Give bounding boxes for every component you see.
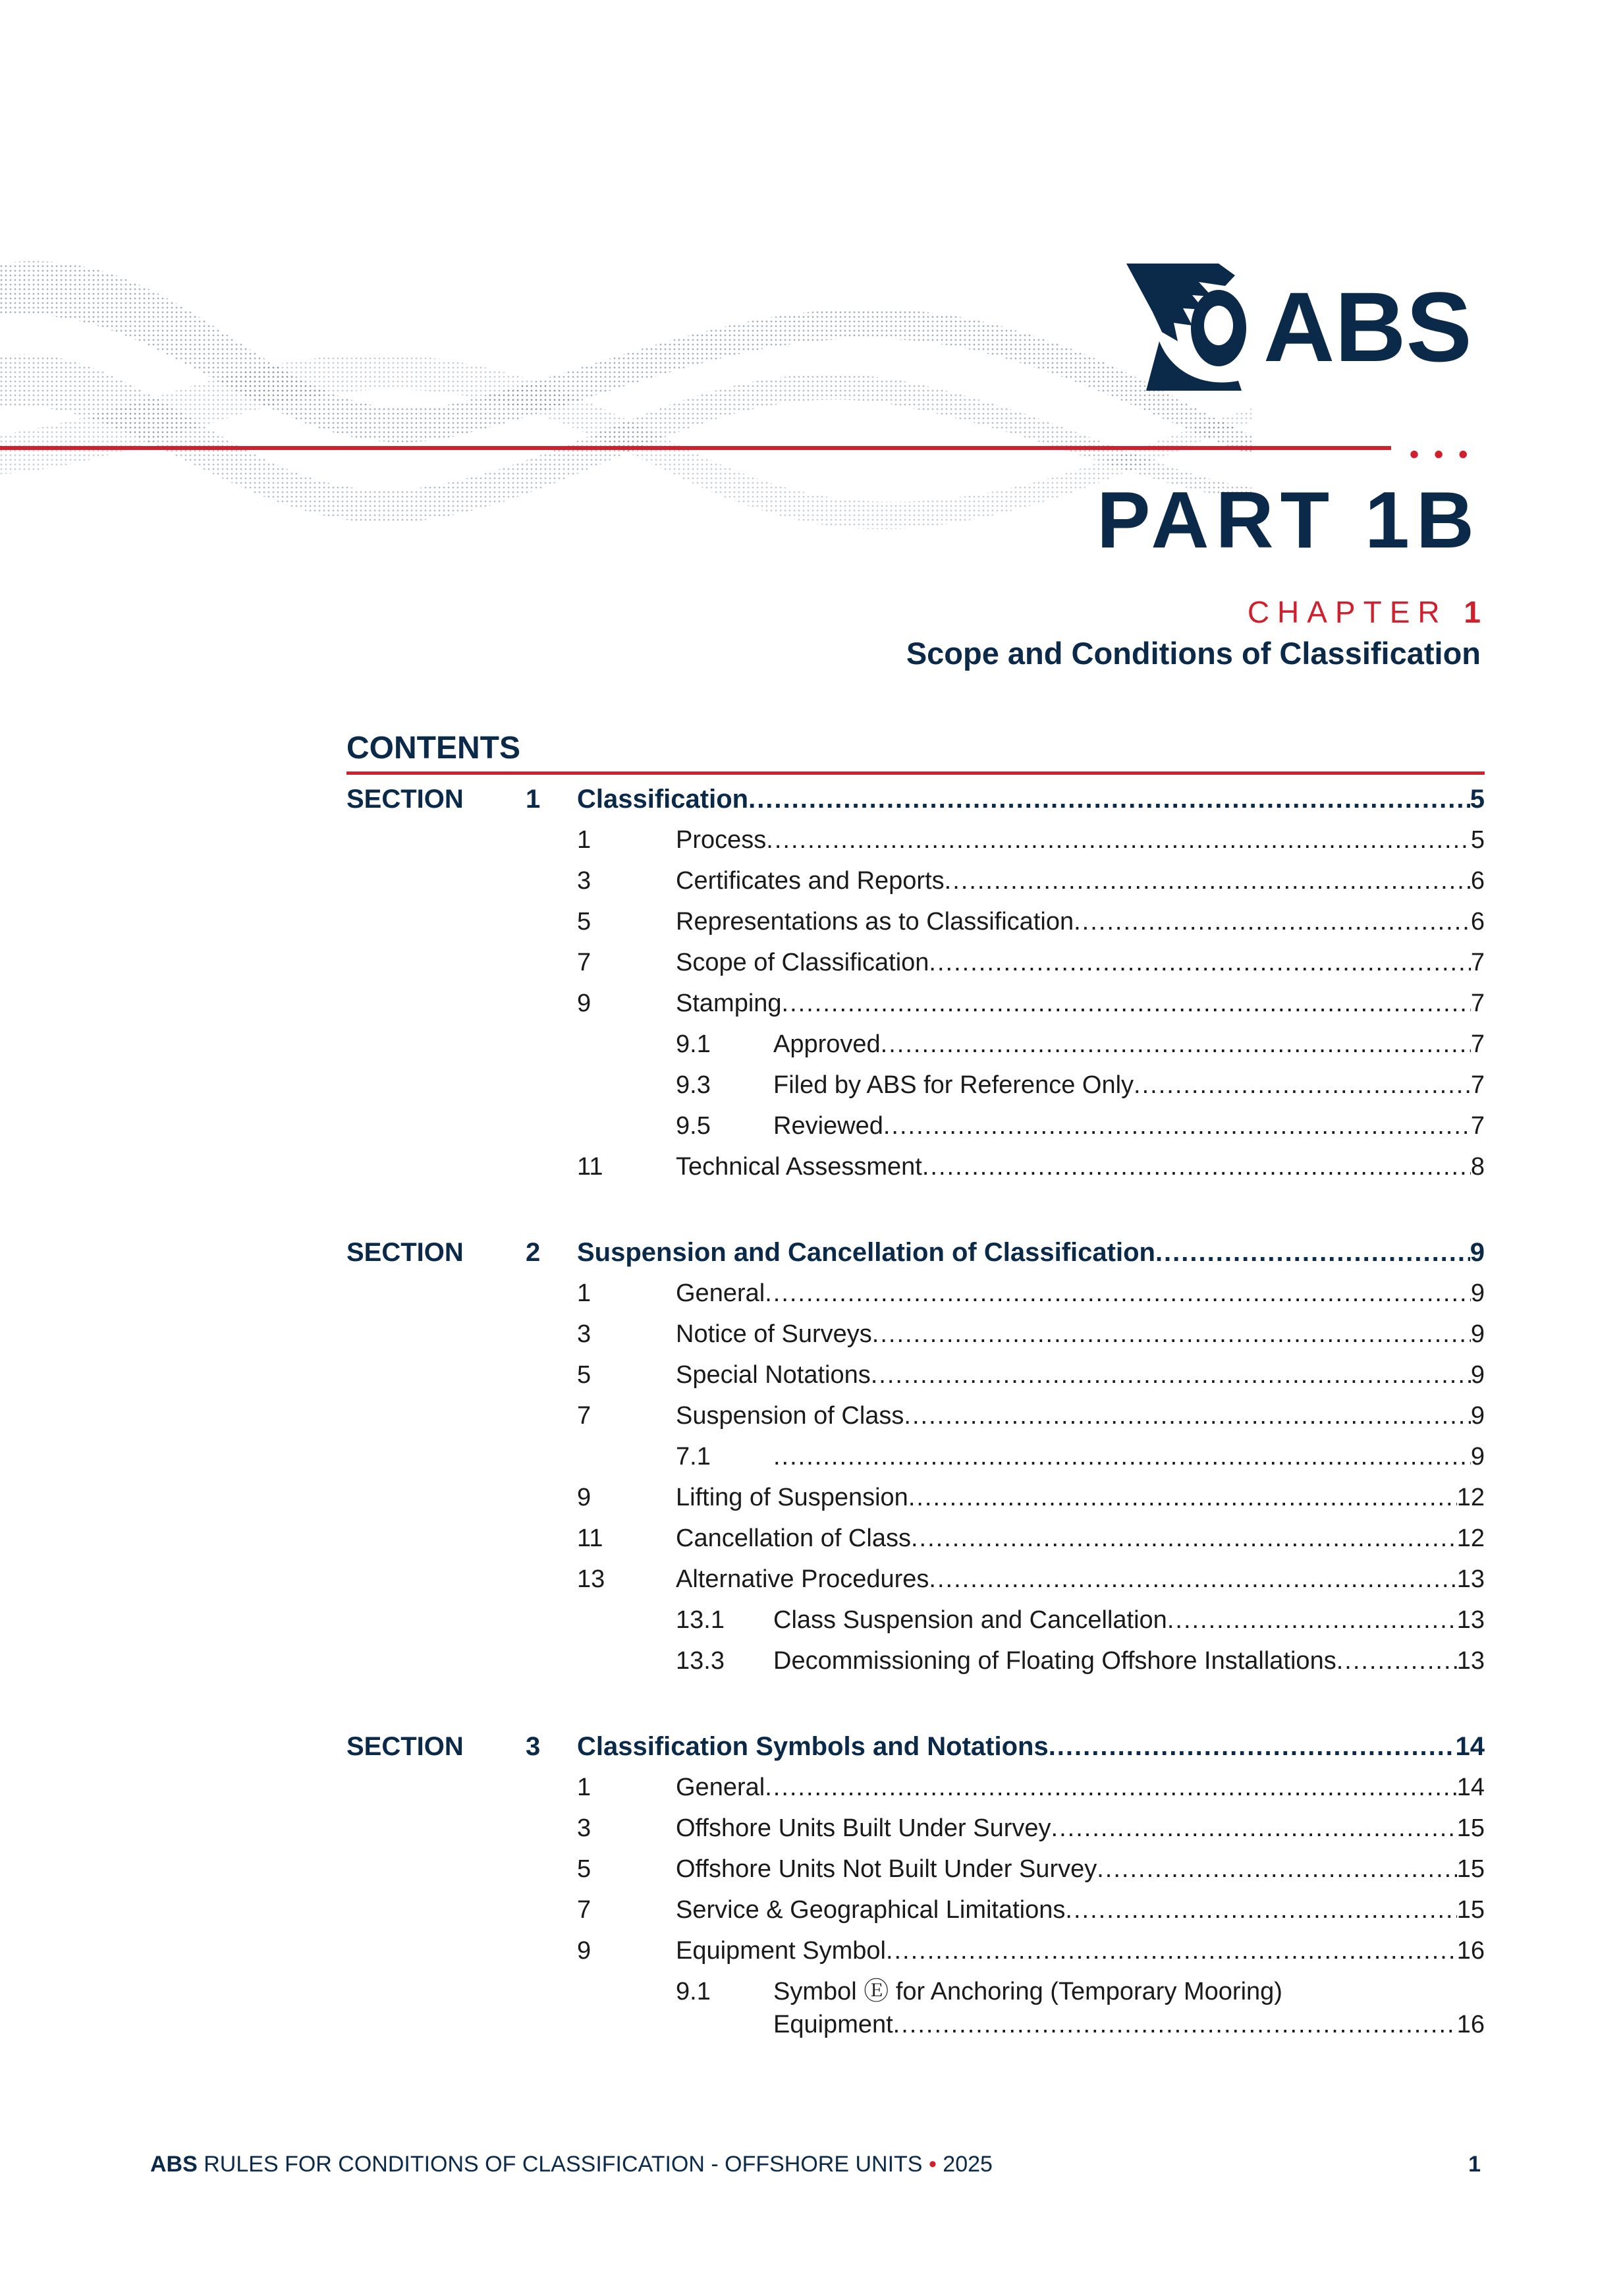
footer-text: RULES FOR CONDITIONS OF CLASSIFICATION - OFFSHORE UNITS	[204, 2152, 923, 2177]
toc-entry-title: Class Suspension and Cancellation	[773, 1606, 1167, 1634]
item-number: 11	[577, 1153, 603, 1181]
toc-entry-link[interactable]	[676, 1146, 1485, 1187]
dot-leader	[782, 983, 1471, 1024]
dot-leader	[922, 1146, 1471, 1187]
dot-leader	[929, 1559, 1456, 1600]
decorative-wave-graphic	[0, 237, 1252, 606]
toc-subitem-row	[346, 1640, 1485, 1681]
item-number: 5	[577, 1855, 591, 1883]
toc-entry-link[interactable]	[676, 1808, 1485, 1849]
dot-leader	[886, 1930, 1457, 1971]
toc-item-row	[346, 1355, 1485, 1395]
dot-leader	[872, 1314, 1471, 1355]
toc-entry-title: Offshore Units Built Under Survey	[676, 1814, 1051, 1842]
dot-leader	[929, 942, 1470, 983]
item-number: 1	[577, 826, 591, 854]
toc-entry-link[interactable]	[773, 2004, 1485, 2045]
toc-entry-title: Cancellation of Class	[676, 1525, 911, 1552]
toc-page-number: 5	[1470, 785, 1485, 814]
toc-page-number: 7	[1470, 1112, 1485, 1140]
chapter-label	[1248, 597, 1481, 627]
header-red-rule	[0, 446, 1391, 450]
section-number: 3	[526, 1732, 541, 1761]
toc-subitem-row	[346, 1065, 1485, 1106]
toc-entry-link[interactable]	[676, 901, 1485, 942]
section-label: SECTION	[346, 785, 464, 814]
table-of-contents	[346, 779, 1485, 2090]
toc-entry-title: Suspension and Cancellation of Classification	[577, 1238, 1155, 1267]
toc-entry-link[interactable]	[676, 1355, 1485, 1395]
toc-page-number: 15	[1456, 1896, 1485, 1924]
toc-entry-title: Equipment Symbol	[676, 1937, 886, 1965]
toc-entry-link[interactable]	[676, 1559, 1485, 1600]
item-number: 11	[577, 1525, 603, 1552]
toc-item-row	[346, 1559, 1485, 1600]
toc-entry-title: Representations as to Classification	[676, 908, 1074, 936]
toc-subitem-row	[346, 1106, 1485, 1146]
item-number: 9	[577, 990, 591, 1017]
toc-entry-link[interactable]	[773, 1640, 1485, 1681]
page-footer	[150, 2152, 1481, 2177]
toc-entry-title: Certificates and Reports	[676, 867, 945, 895]
subitem-number: 9.5	[676, 1112, 711, 1140]
red-dots-ornament: • • •	[1410, 440, 1472, 469]
toc-entry-title: Equipment	[773, 2011, 893, 2038]
toc-item-row	[346, 1395, 1485, 1436]
toc-entry-title-line1: Symbol Ⓔ for Anchoring (Temporary Mooring)	[773, 1978, 1282, 2005]
toc-entry-title: Alternative Procedures	[676, 1565, 929, 1593]
toc-entry-title: Scope of Classification	[676, 949, 929, 976]
toc-page-number: 5	[1470, 826, 1485, 854]
toc-item-row	[346, 1849, 1485, 1890]
item-number: 3	[577, 1814, 591, 1842]
toc-entry-link[interactable]	[773, 1024, 1485, 1065]
item-number: 9	[577, 1937, 591, 1965]
toc-page-number: 9	[1470, 1279, 1485, 1307]
toc-entry-link[interactable]	[676, 1890, 1485, 1930]
item-number: 5	[577, 1361, 591, 1389]
subitem-number: 7.1	[676, 1443, 711, 1470]
toc-entry-title: Decommissioning of Floating Offshore Installations	[773, 1647, 1336, 1675]
dot-leader	[765, 1767, 1457, 1808]
toc-page-number: 12	[1456, 1525, 1485, 1552]
toc-entry-link[interactable]	[773, 1106, 1485, 1146]
toc-page-number: 16	[1456, 2011, 1485, 2038]
toc-entry-title: Suspension of Class	[676, 1402, 904, 1430]
dot-leader	[1074, 901, 1471, 942]
dot-leader	[881, 1024, 1471, 1065]
toc-entry-title: Special Notations	[676, 1361, 871, 1389]
toc-page-number: 12	[1456, 1484, 1485, 1511]
toc-subitem-row	[346, 1024, 1485, 1065]
toc-page-number: 6	[1470, 908, 1485, 936]
toc-entry-link[interactable]	[676, 1849, 1485, 1890]
toc-item-row	[346, 942, 1485, 983]
toc-page-number: 9	[1470, 1320, 1485, 1348]
section-label: SECTION	[346, 1732, 464, 1761]
dot-leader	[883, 1106, 1471, 1146]
chapter-number: 1	[1464, 595, 1481, 629]
dot-leader	[945, 860, 1471, 901]
toc-entry-link[interactable]	[676, 1314, 1485, 1355]
toc-page-number: 14	[1456, 1774, 1485, 1801]
dot-leader	[1167, 1600, 1457, 1640]
abs-eagle-logo	[1120, 262, 1475, 394]
toc-page-number: 16	[1456, 1937, 1485, 1965]
item-number: 7	[577, 949, 591, 976]
toc-item-row	[346, 983, 1485, 1024]
item-number: 5	[577, 908, 591, 936]
toc-entry-title: Process	[676, 826, 767, 854]
toc-subitem-row	[346, 1600, 1485, 1640]
toc-section	[346, 779, 1485, 1187]
toc-entry-link[interactable]	[676, 1273, 1485, 1314]
toc-page-number: 8	[1470, 1153, 1485, 1181]
part-title: PART 1B	[1097, 475, 1481, 565]
dot-leader	[1097, 1849, 1456, 1890]
toc-entry-link[interactable]	[773, 1436, 1485, 1477]
toc-section-row	[346, 1726, 1485, 1767]
toc-page-number: 9	[1470, 1402, 1485, 1430]
toc-item-row	[346, 1518, 1485, 1559]
item-number: 9	[577, 1484, 591, 1511]
toc-item-row	[346, 1767, 1485, 1808]
toc-item-row	[346, 820, 1485, 860]
dot-leader	[904, 1395, 1470, 1436]
toc-item-row	[346, 1808, 1485, 1849]
toc-entry-link[interactable]	[676, 942, 1485, 983]
footer-brand: ABS	[150, 2152, 198, 2177]
toc-entry-title: Stamping	[676, 990, 782, 1017]
toc-entry-link[interactable]	[773, 1600, 1485, 1640]
footer-page-number: 1	[1468, 2152, 1481, 2177]
toc-page-number: 7	[1470, 1030, 1485, 1058]
toc-entry-link[interactable]	[676, 1930, 1485, 1971]
dot-leader	[773, 1436, 1471, 1477]
dot-leader	[1065, 1890, 1456, 1930]
toc-page-number: 7	[1470, 990, 1485, 1017]
toc-entry-link[interactable]	[577, 1726, 1485, 1767]
dot-leader	[1134, 1065, 1471, 1106]
dot-leader	[765, 1273, 1471, 1314]
subitem-number: 13.3	[676, 1647, 725, 1675]
chapter-word: CHAPTER	[1247, 595, 1448, 629]
dot-leader	[893, 2004, 1457, 2045]
dot-leader	[766, 820, 1471, 860]
toc-item-row	[346, 1314, 1485, 1355]
dot-leader	[908, 1477, 1457, 1518]
item-number: 1	[577, 1279, 591, 1307]
toc-section	[346, 1726, 1485, 2045]
toc-entry-link[interactable]	[676, 1477, 1485, 1518]
toc-subitem-row	[346, 1436, 1485, 1477]
dot-leader	[911, 1518, 1457, 1559]
toc-entry-link[interactable]	[676, 983, 1485, 1024]
footer-year: 2025	[943, 2152, 993, 2177]
toc-item-row	[346, 1930, 1485, 1971]
toc-entry-link[interactable]	[676, 820, 1485, 860]
toc-entry-link[interactable]	[577, 779, 1485, 820]
toc-entry-title: Service & Geographical Limitations	[676, 1896, 1066, 1924]
dot-leader	[1336, 1640, 1457, 1681]
toc-item-row	[346, 1477, 1485, 1518]
subitem-number: 9.1	[676, 1978, 711, 2005]
item-number: 13	[577, 1565, 605, 1593]
toc-entry-link[interactable]	[676, 1395, 1485, 1436]
toc-page-number: 13	[1456, 1565, 1485, 1593]
section-number: 2	[526, 1238, 541, 1267]
toc-entry-title: Classification Symbols and Notations	[577, 1732, 1049, 1761]
item-number: 7	[577, 1896, 591, 1924]
dot-leader	[1051, 1808, 1457, 1849]
item-number: 3	[577, 867, 591, 895]
toc-item-row	[346, 1273, 1485, 1314]
toc-item-row	[346, 1890, 1485, 1930]
toc-entry-link[interactable]	[676, 1767, 1485, 1808]
dot-leader	[1155, 1232, 1470, 1273]
toc-page-number: 9	[1470, 1238, 1485, 1267]
toc-page-number: 14	[1455, 1732, 1485, 1761]
item-number: 1	[577, 1774, 591, 1801]
toc-entry-title: Offshore Units Not Built Under Survey	[676, 1855, 1097, 1883]
toc-subitem-row	[346, 1971, 1485, 2045]
item-number: 7	[577, 1402, 591, 1430]
footer-bullet: •	[928, 2152, 937, 2177]
toc-entry-title: General	[676, 1279, 765, 1307]
toc-section-row	[346, 779, 1485, 820]
subitem-number: 9.3	[676, 1071, 711, 1099]
toc-entry-link[interactable]	[676, 1518, 1485, 1559]
item-number: 3	[577, 1320, 591, 1348]
subitem-number: 13.1	[676, 1606, 725, 1634]
toc-page-number: 13	[1456, 1606, 1485, 1634]
toc-entry-title: Notice of Surveys	[676, 1320, 872, 1348]
toc-entry-link[interactable]	[773, 1065, 1485, 1106]
toc-section	[346, 1232, 1485, 1681]
dot-leader	[1049, 1726, 1456, 1767]
toc-page-number: 9	[1470, 1443, 1485, 1470]
section-label: SECTION	[346, 1238, 464, 1267]
toc-entry-title: Classification	[577, 785, 749, 814]
toc-page-number: 6	[1470, 867, 1485, 895]
dot-leader	[748, 779, 1470, 820]
toc-entry-link[interactable]	[676, 860, 1485, 901]
dot-leader	[871, 1355, 1471, 1395]
toc-item-row	[346, 1146, 1485, 1187]
toc-item-row	[346, 901, 1485, 942]
toc-page-number: 9	[1470, 1361, 1485, 1389]
toc-page-number: 15	[1456, 1855, 1485, 1883]
contents-heading: CONTENTS	[346, 730, 1485, 775]
chapter-title: Scope and Conditions of Classification	[906, 636, 1481, 671]
toc-entry-title: Lifting of Suspension	[676, 1484, 908, 1511]
section-number: 1	[526, 785, 541, 814]
toc-entry-title: Approved	[773, 1030, 881, 1058]
toc-item-row	[346, 860, 1485, 901]
toc-page-number: 7	[1470, 949, 1485, 976]
subitem-number: 9.1	[676, 1030, 711, 1058]
toc-page-number: 13	[1456, 1647, 1485, 1675]
toc-section-row	[346, 1232, 1485, 1273]
toc-page-number: 7	[1470, 1071, 1485, 1099]
toc-entry-title: General	[676, 1774, 765, 1801]
toc-entry-title: Technical Assessment	[676, 1153, 922, 1181]
abs-logo-text: ABS	[1263, 271, 1472, 382]
toc-entry-title: Reviewed	[773, 1112, 883, 1140]
toc-entry-link[interactable]	[577, 1232, 1485, 1273]
toc-page-number: 15	[1456, 1814, 1485, 1842]
footer-title	[150, 2152, 993, 2177]
toc-entry-title: Filed by ABS for Reference Only	[773, 1071, 1134, 1099]
